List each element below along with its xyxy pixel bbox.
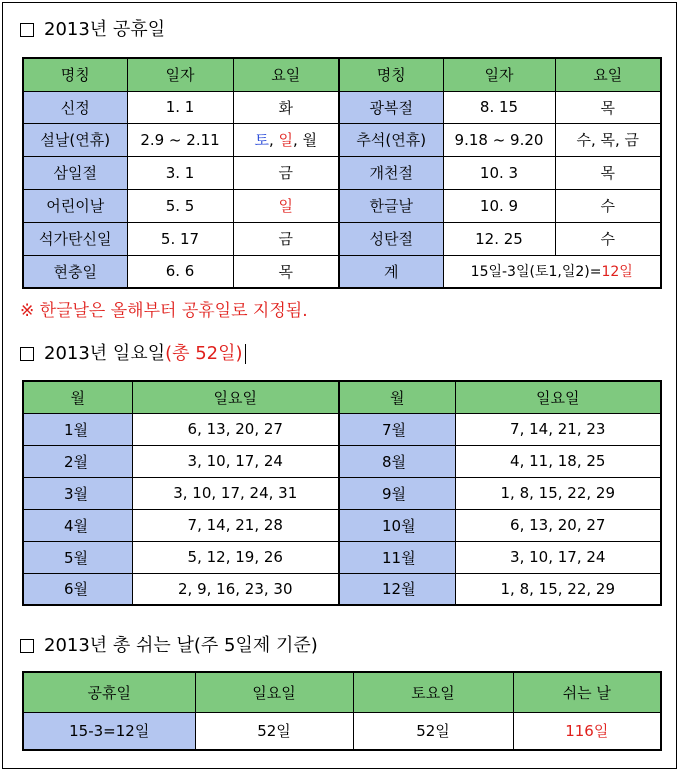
holiday-date: 10. 9	[443, 189, 555, 222]
header-holidays: 공휴일	[23, 672, 195, 712]
checkbox-square-icon	[20, 347, 34, 361]
header-date-1: 일자	[127, 58, 233, 91]
section-1-title: 2013년 공휴일	[44, 19, 166, 40]
month-label: 4월	[23, 509, 132, 541]
table-row	[23, 189, 661, 222]
month-label: 6월	[23, 573, 132, 605]
month-label: 7월	[339, 413, 455, 445]
holiday-weekday: 금	[233, 222, 339, 255]
holiday-weekday: 수	[555, 189, 661, 222]
sunday-count: 52일	[195, 712, 353, 750]
holiday-weekday	[233, 123, 339, 156]
month-label: 11월	[339, 541, 455, 573]
section-2-heading	[20, 342, 246, 366]
section-1-heading	[20, 18, 165, 42]
holiday-date: 5. 5	[127, 189, 233, 222]
sunday-dates: 1, 8, 15, 22, 29	[455, 573, 661, 605]
holiday-name: 신정	[23, 91, 127, 123]
month-label: 9월	[339, 477, 455, 509]
table-row	[23, 255, 661, 288]
total-result: 12일	[601, 264, 633, 281]
header-name-2: 명칭	[339, 58, 443, 91]
holiday-table	[22, 57, 662, 289]
holiday-header-row	[23, 58, 661, 91]
holiday-date: 1. 1	[127, 91, 233, 123]
checkbox-square-icon	[20, 23, 34, 37]
header-month-2: 월	[339, 381, 455, 413]
weekday-separator: ,	[268, 131, 279, 149]
month-label: 2월	[23, 445, 132, 477]
holiday-weekday: 목	[233, 255, 339, 288]
table-row	[23, 573, 661, 605]
text-cursor	[245, 344, 246, 364]
holiday-weekday: 수, 목, 금	[555, 123, 661, 156]
holiday-weekday: 목	[555, 91, 661, 123]
sunday-dates: 1, 8, 15, 22, 29	[455, 477, 661, 509]
holiday-date: 6. 6	[127, 255, 233, 288]
header-sundays-2: 일요일	[455, 381, 661, 413]
section-2-title: 2013년 일요일	[44, 343, 166, 364]
table-row	[23, 509, 661, 541]
holiday-date: 3. 1	[127, 156, 233, 189]
total-label: 계	[339, 255, 443, 288]
holiday-name: 개천절	[339, 156, 443, 189]
header-month-1: 월	[23, 381, 132, 413]
holiday-date: 10. 3	[443, 156, 555, 189]
month-label: 10월	[339, 509, 455, 541]
header-weekday-2: 요일	[555, 58, 661, 91]
section-2-total: (총 52일)	[165, 343, 243, 364]
holiday-name: 추석(연휴)	[339, 123, 443, 156]
sunday-dates: 3, 10, 17, 24	[132, 445, 339, 477]
holiday-name: 어린이날	[23, 189, 127, 222]
sunday-dates: 3, 10, 17, 24, 31	[132, 477, 339, 509]
table-row	[23, 477, 661, 509]
weekday-sunday: 일	[278, 131, 293, 149]
holiday-weekday: 일	[233, 189, 339, 222]
header-name-1: 명칭	[23, 58, 127, 91]
holiday-weekday: 화	[233, 91, 339, 123]
holiday-name: 현충일	[23, 255, 127, 288]
table-row	[23, 413, 661, 445]
holiday-date: 8. 15	[443, 91, 555, 123]
holiday-weekday: 금	[233, 156, 339, 189]
header-date-2: 일자	[443, 58, 555, 91]
sunday-header-row	[23, 381, 661, 413]
table-row	[23, 222, 661, 255]
holiday-name: 광복절	[339, 91, 443, 123]
weekday-separator: ,	[293, 131, 303, 149]
sunday-dates: 4, 11, 18, 25	[455, 445, 661, 477]
header-rest-days: 쉬는 날	[513, 672, 661, 712]
table-row	[23, 541, 661, 573]
holiday-name: 삼일절	[23, 156, 127, 189]
sunday-dates: 3, 10, 17, 24	[455, 541, 661, 573]
month-label: 1월	[23, 413, 132, 445]
section-3-title: 2013년 총 쉬는 날(주 5일제 기준)	[44, 635, 318, 656]
rest-days-table	[22, 671, 662, 751]
holiday-date: 2.9 ~ 2.11	[127, 123, 233, 156]
total-value	[443, 255, 661, 288]
holiday-weekday: 수	[555, 222, 661, 255]
holiday-name: 성탄절	[339, 222, 443, 255]
holiday-date: 5. 17	[127, 222, 233, 255]
weekday-saturday: 토	[254, 131, 269, 149]
holiday-weekday: 목	[555, 156, 661, 189]
header-sundays: 일요일	[195, 672, 353, 712]
holiday-count: 15-3=12일	[23, 712, 195, 750]
weekday-monday: 월	[302, 131, 318, 149]
saturday-count: 52일	[353, 712, 513, 750]
section-3-heading	[20, 634, 318, 658]
table-row	[23, 156, 661, 189]
holiday-date: 9.18 ~ 9.20	[443, 123, 555, 156]
total-formula: 15일-3일(토1,일2)=	[470, 264, 602, 281]
header-sundays-1: 일요일	[132, 381, 339, 413]
month-label: 8월	[339, 445, 455, 477]
table-row	[23, 712, 661, 750]
sunday-table	[22, 380, 662, 606]
month-label: 3월	[23, 477, 132, 509]
sunday-dates: 7, 14, 21, 28	[132, 509, 339, 541]
holiday-name: 설날(연휴)	[23, 123, 127, 156]
sunday-dates: 6, 13, 20, 27	[132, 413, 339, 445]
rest-days-header-row	[23, 672, 661, 712]
sunday-dates: 2, 9, 16, 23, 30	[132, 573, 339, 605]
notice-text: ※ 한글날은 올해부터 공휴일로 지정됨.	[20, 301, 308, 321]
table-row	[23, 445, 661, 477]
table-row	[23, 123, 661, 156]
holiday-name: 석가탄신일	[23, 222, 127, 255]
month-label: 5월	[23, 541, 132, 573]
table-row	[23, 91, 661, 123]
rest-day-total: 116일	[513, 712, 661, 750]
sunday-dates: 7, 14, 21, 23	[455, 413, 661, 445]
header-saturdays: 토요일	[353, 672, 513, 712]
sunday-dates: 6, 13, 20, 27	[455, 509, 661, 541]
month-label: 12월	[339, 573, 455, 605]
holiday-date: 12. 25	[443, 222, 555, 255]
holiday-name: 한글날	[339, 189, 443, 222]
header-weekday-1: 요일	[233, 58, 339, 91]
checkbox-square-icon	[20, 639, 34, 653]
sunday-dates: 5, 12, 19, 26	[132, 541, 339, 573]
